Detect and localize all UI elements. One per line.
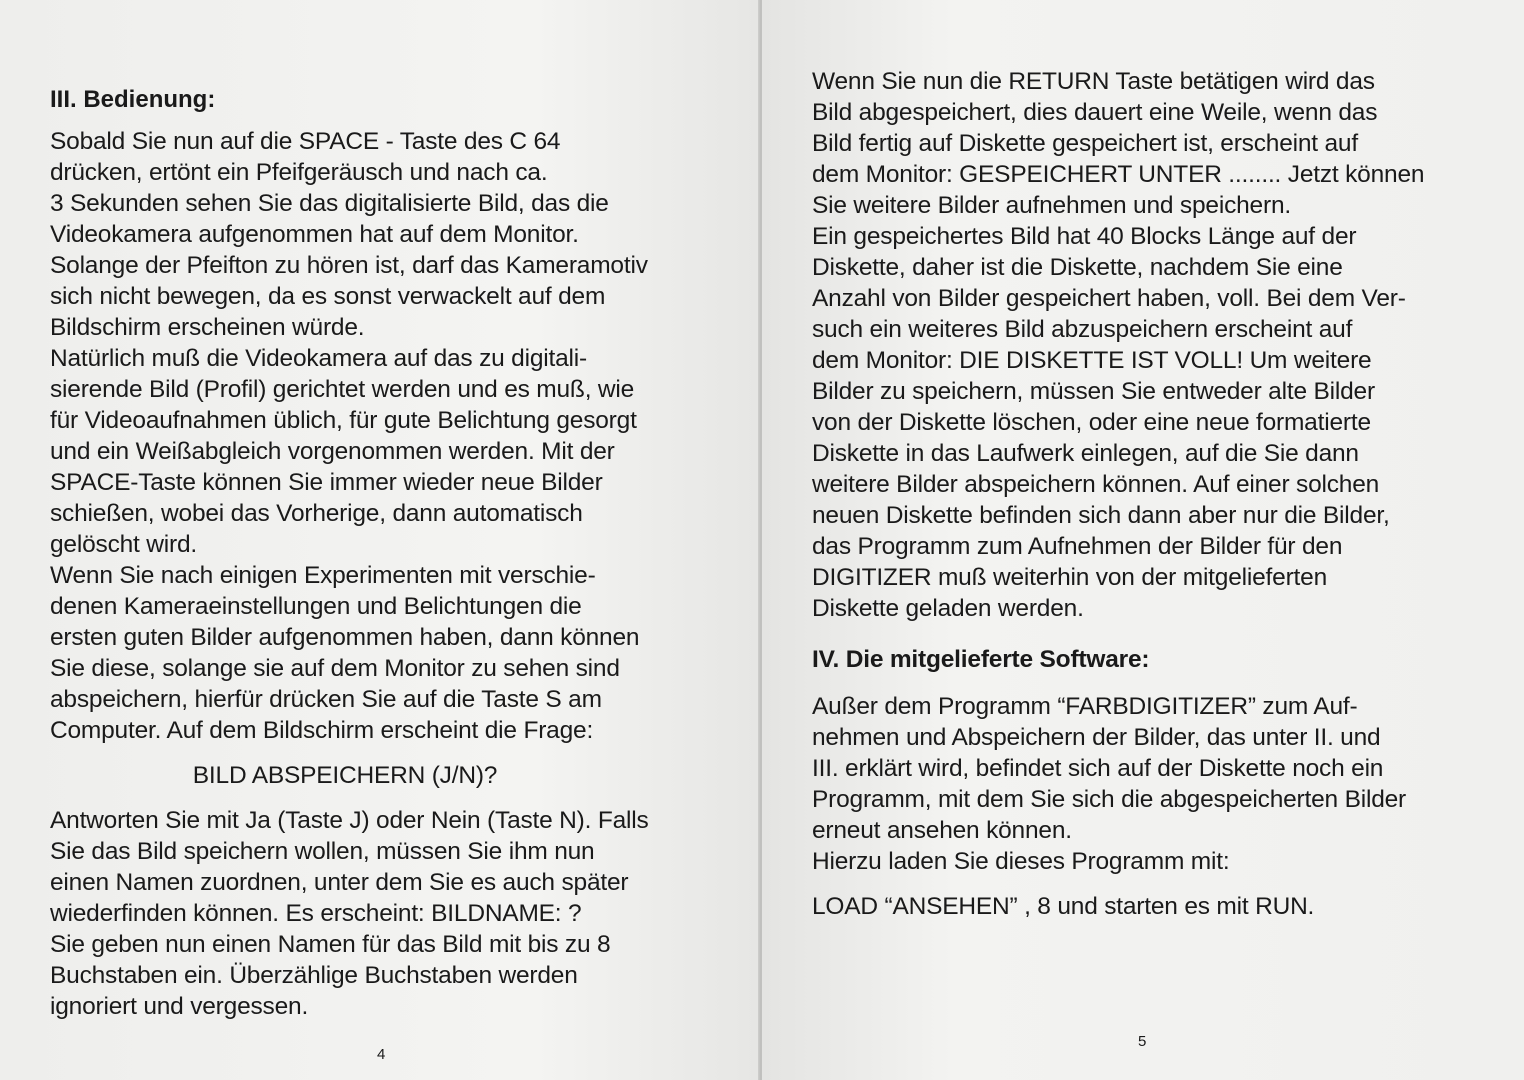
text-line: Buchstaben ein. Überzählige Buchstaben werden xyxy=(50,962,578,989)
text-line: Bild fertig auf Diskette gespeichert ist, erscheint auf xyxy=(812,130,1358,157)
text-line: einen Namen zuordnen, unter dem Sie es auch später xyxy=(50,869,629,896)
load-command: LOAD “ANSEHEN” , 8 und starten es mit RUN. xyxy=(812,893,1315,920)
text-line: such ein weiteres Bild abzuspeichern erscheint auf xyxy=(812,316,1353,343)
text-line: neuen Diskette befinden sich dann aber nur die Bilder, xyxy=(812,502,1390,529)
text-line: Wenn Sie nun die RETURN Taste betätigen wird das xyxy=(812,68,1375,95)
text-line: Programm, mit dem Sie sich die abgespeicherten Bilder xyxy=(812,786,1407,813)
right-paragraph-1 xyxy=(812,66,1502,624)
text-line: Anzahl von Bilder gespeichert haben, voll. Bei dem Ver- xyxy=(812,285,1406,312)
text-line: Computer. Auf dem Bildschirm erscheint die Frage: xyxy=(50,717,594,744)
text-line: abspeichern, hierfür drücken Sie auf die Taste S am xyxy=(50,686,602,713)
page-number-left: 4 xyxy=(377,1046,386,1063)
text-line: erneut ansehen können. xyxy=(812,817,1072,844)
text-line: Bild abgespeichert, dies dauert eine Weile, wenn das xyxy=(812,99,1378,126)
text-line: drücken, ertönt ein Pfeifgeräusch und nach ca. xyxy=(50,159,548,186)
text-line: Bildschirm erscheinen würde. xyxy=(50,314,365,341)
text-line: sierende Bild (Profil) gerichtet werden und es muß, wie xyxy=(50,376,635,403)
text-line: Sobald Sie nun auf die SPACE - Taste des C 64 xyxy=(50,128,561,155)
text-line: SPACE-Taste können Sie immer wieder neue Bilder xyxy=(50,469,603,496)
text-line: DIGITIZER muß weiterhin von der mitgelieferten xyxy=(812,564,1328,591)
text-line: Ein gespeichertes Bild hat 40 Blocks Länge auf der xyxy=(812,223,1357,250)
text-line: von der Diskette löschen, oder eine neue formatierte xyxy=(812,409,1371,436)
left-paragraph-1 xyxy=(50,126,740,746)
text-line: Sie geben nun einen Namen für das Bild mit bis zu 8 xyxy=(50,931,611,958)
text-line: Diskette in das Laufwerk einlegen, auf die Sie dann xyxy=(812,440,1359,467)
text-line: Sie das Bild speichern wollen, müssen Sie ihm nun xyxy=(50,838,595,865)
left-paragraph-2 xyxy=(50,805,740,1022)
text-line: wiederfinden können. Es erscheint: BILDNAME: ? xyxy=(50,900,582,927)
text-line: Solange der Pfeifton zu hören ist, darf das Kameramotiv xyxy=(50,252,648,279)
right-paragraph-2 xyxy=(812,691,1502,877)
text-line: ignoriert und vergessen. xyxy=(50,993,309,1020)
text-line: schießen, wobei das Vorherige, dann automatisch xyxy=(50,500,583,527)
left-body-text xyxy=(50,126,740,1022)
text-line: Antworten Sie mit Ja (Taste J) oder Nein (Taste N). Falls xyxy=(50,807,649,834)
left-page xyxy=(0,0,760,1080)
text-line: Videokamera aufgenommen hat auf dem Monitor. xyxy=(50,221,579,248)
right-body-text xyxy=(812,66,1502,922)
text-line: dem Monitor: GESPEICHERT UNTER ........ Jetzt können xyxy=(812,161,1425,188)
section-heading-software: IV. Die mitgelieferte Software: xyxy=(812,646,1150,673)
text-line: Außer dem Programm “FARBDIGITIZER” zum Auf- xyxy=(812,693,1358,720)
text-line: Natürlich muß die Videokamera auf das zu digitali- xyxy=(50,345,587,372)
text-line: Diskette, daher ist die Diskette, nachdem Sie eine xyxy=(812,254,1343,281)
text-line: für Videoaufnahmen üblich, für gute Belichtung gesorgt xyxy=(50,407,637,434)
text-line: Wenn Sie nach einigen Experimenten mit verschie- xyxy=(50,562,596,589)
text-line: Sie weitere Bilder aufnehmen und speichern. xyxy=(812,192,1291,219)
text-line: Sie diese, solange sie auf dem Monitor zu sehen sind xyxy=(50,655,620,682)
text-line: denen Kameraeinstellungen und Belichtungen die xyxy=(50,593,582,620)
right-page xyxy=(762,0,1524,1080)
page-number-right: 5 xyxy=(1138,1033,1147,1050)
text-line: 3 Sekunden sehen Sie das digitalisierte Bild, das die xyxy=(50,190,609,217)
text-line: Hierzu laden Sie dieses Programm mit: xyxy=(812,848,1230,875)
text-line: sich nicht bewegen, da es sonst verwackelt auf dem xyxy=(50,283,606,310)
text-line: gelöscht wird. xyxy=(50,531,197,558)
text-line: Diskette geladen werden. xyxy=(812,595,1084,622)
text-line: III. erklärt wird, befindet sich auf der Diskette noch ein xyxy=(812,755,1384,782)
section-heading-bedienung: III. Bedienung: xyxy=(50,86,216,113)
text-line: dem Monitor: DIE DISKETTE IST VOLL! Um weitere xyxy=(812,347,1372,374)
text-line: weitere Bilder abspeichern können. Auf einer solchen xyxy=(812,471,1380,498)
text-line: das Programm zum Aufnehmen der Bilder für den xyxy=(812,533,1343,560)
text-line: ersten guten Bilder aufgenommen haben, dann können xyxy=(50,624,640,651)
save-prompt: BILD ABSPEICHERN (J/N)? xyxy=(192,762,498,789)
text-line: und ein Weißabgleich vorgenommen werden. Mit der xyxy=(50,438,615,465)
text-line: nehmen und Abspeichern der Bilder, das unter II. und xyxy=(812,724,1381,751)
text-line: Bilder zu speichern, müssen Sie entweder alte Bilder xyxy=(812,378,1375,405)
